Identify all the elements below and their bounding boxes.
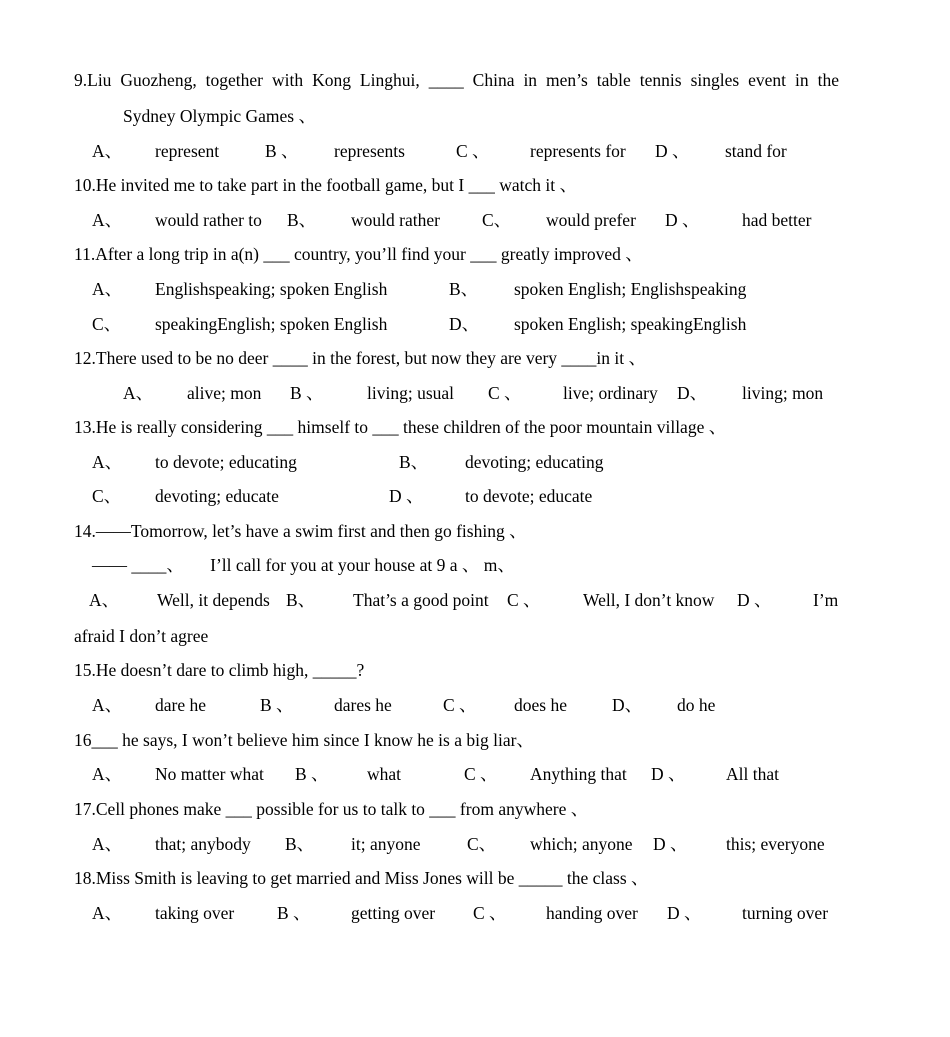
option-text: turning over — [742, 903, 829, 923]
option-text: Well, I don’t know — [583, 590, 715, 610]
option-letter: A、 — [92, 210, 123, 230]
option-letter: A、 — [92, 279, 123, 299]
option-letter: A、 — [92, 764, 123, 784]
question-text: 15.He doesn’t dare to climb high, _____? — [74, 660, 365, 680]
option-text: handing over — [546, 903, 638, 923]
option-letter: A、 — [89, 590, 120, 610]
option-text: getting over — [351, 903, 436, 923]
question-text: —— ____、 I’ll call for you at your house at 9 a 、 m、 — [92, 555, 515, 575]
option-letter: A、 — [92, 834, 123, 854]
option-text: spoken English; speakingEnglish — [514, 314, 747, 334]
option-letter: B、 — [449, 279, 479, 299]
question-text: 17.Cell phones make ___ possible for us to talk to ___ from anywhere 、 — [74, 799, 589, 819]
option-letter: D 、 — [665, 210, 700, 230]
option-letter: A、 — [92, 141, 123, 161]
option-letter: B 、 — [265, 141, 299, 161]
option-text: All that — [726, 764, 779, 784]
option-letter: D 、 — [737, 590, 772, 610]
option-text: this; everyone — [726, 834, 825, 854]
question-text: 18.Miss Smith is leaving to get married and Miss Jones will be _____ the class 、 — [74, 868, 649, 888]
option-letter: C 、 — [507, 590, 541, 610]
option-letter: B 、 — [277, 903, 311, 923]
option-text: devoting; educating — [465, 452, 604, 472]
option-letter: B、 — [399, 452, 429, 472]
option-text: That’s a good point — [353, 590, 489, 610]
option-letter: B、 — [286, 590, 316, 610]
option-letter: D 、 — [389, 486, 424, 506]
option-text: Englishspeaking; spoken English — [155, 279, 388, 299]
question-text: 13.He is really considering ___ himself to ___ these children of the poor mountain village 、 — [74, 417, 727, 437]
option-letter: A、 — [92, 452, 123, 472]
option-letter: B、 — [285, 834, 315, 854]
option-letter: D 、 — [655, 141, 690, 161]
option-letter: B 、 — [260, 695, 294, 715]
option-text: do he — [677, 695, 716, 715]
option-letter: B、 — [287, 210, 317, 230]
option-text: stand for — [725, 141, 787, 161]
option-letter: C 、 — [488, 383, 522, 403]
question-text-continued: afraid I don’t agree — [74, 626, 209, 646]
option-text: what — [367, 764, 402, 784]
option-letter: B 、 — [295, 764, 329, 784]
option-text: spoken English; Englishspeaking — [514, 279, 747, 299]
question-text: 11.After a long trip in a(n) ___ country, you’ll find your ___ greatly improved 、 — [74, 244, 643, 264]
option-letter: D 、 — [651, 764, 686, 784]
option-text: dare he — [155, 695, 207, 715]
option-letter: C、 — [482, 210, 512, 230]
question-text: 10.He invited me to take part in the football game, but I ___ watch it 、 — [74, 175, 577, 195]
option-letter: A、 — [92, 903, 123, 923]
option-text: taking over — [155, 903, 235, 923]
option-text: I’m — [813, 590, 839, 610]
option-letter: D 、 — [667, 903, 702, 923]
option-letter: C 、 — [464, 764, 498, 784]
option-letter: D 、 — [653, 834, 688, 854]
option-letter: C 、 — [473, 903, 507, 923]
option-text: alive; mon — [187, 383, 262, 403]
option-text: represents — [334, 141, 405, 161]
option-text: represent — [155, 141, 220, 161]
option-letter: A、 — [92, 695, 123, 715]
option-letter: D、 — [612, 695, 643, 715]
option-text: live; ordinary — [563, 383, 658, 403]
option-text: Anything that — [530, 764, 627, 784]
option-text: Well, it depends — [157, 590, 270, 610]
option-text: it; anyone — [351, 834, 421, 854]
option-text: to devote; educate — [465, 486, 593, 506]
option-text: would rather — [351, 210, 440, 230]
option-text: devoting; educate — [155, 486, 279, 506]
option-text: that; anybody — [155, 834, 251, 854]
option-text: does he — [514, 695, 567, 715]
option-text: living; usual — [367, 383, 455, 403]
option-letter: C、 — [92, 314, 122, 334]
question-text: Sydney Olympic Games 、 — [123, 106, 316, 126]
question-text: 9.Liu Guozheng, together with Kong Linghui, ____ China in men’s table tennis singles event in the — [74, 70, 839, 90]
option-text: dares he — [334, 695, 392, 715]
option-letter: D、 — [677, 383, 708, 403]
option-text: would rather to — [155, 210, 262, 230]
question-text: 16___ he says, I won’t believe him since I know he is a big liar、 — [74, 730, 534, 750]
option-letter: C 、 — [456, 141, 490, 161]
question-text: 14.——Tomorrow, let’s have a swim first and then go fishing 、 — [74, 521, 527, 541]
option-letter: B 、 — [290, 383, 324, 403]
question-text: 12.There used to be no deer ____ in the forest, but now they are very ____in it 、 — [74, 348, 647, 368]
option-text: would prefer — [546, 210, 636, 230]
option-letter: C、 — [467, 834, 497, 854]
option-text: speakingEnglish; spoken English — [155, 314, 388, 334]
option-letter: A、 — [123, 383, 154, 403]
option-text: living; mon — [742, 383, 824, 403]
option-text: represents for — [530, 141, 626, 161]
option-text: which; anyone — [530, 834, 633, 854]
option-text: No matter what — [155, 764, 264, 784]
option-letter: C、 — [92, 486, 122, 506]
option-text: to devote; educating — [155, 452, 297, 472]
option-text: had better — [742, 210, 812, 230]
option-letter: D、 — [449, 314, 480, 334]
option-letter: C 、 — [443, 695, 477, 715]
